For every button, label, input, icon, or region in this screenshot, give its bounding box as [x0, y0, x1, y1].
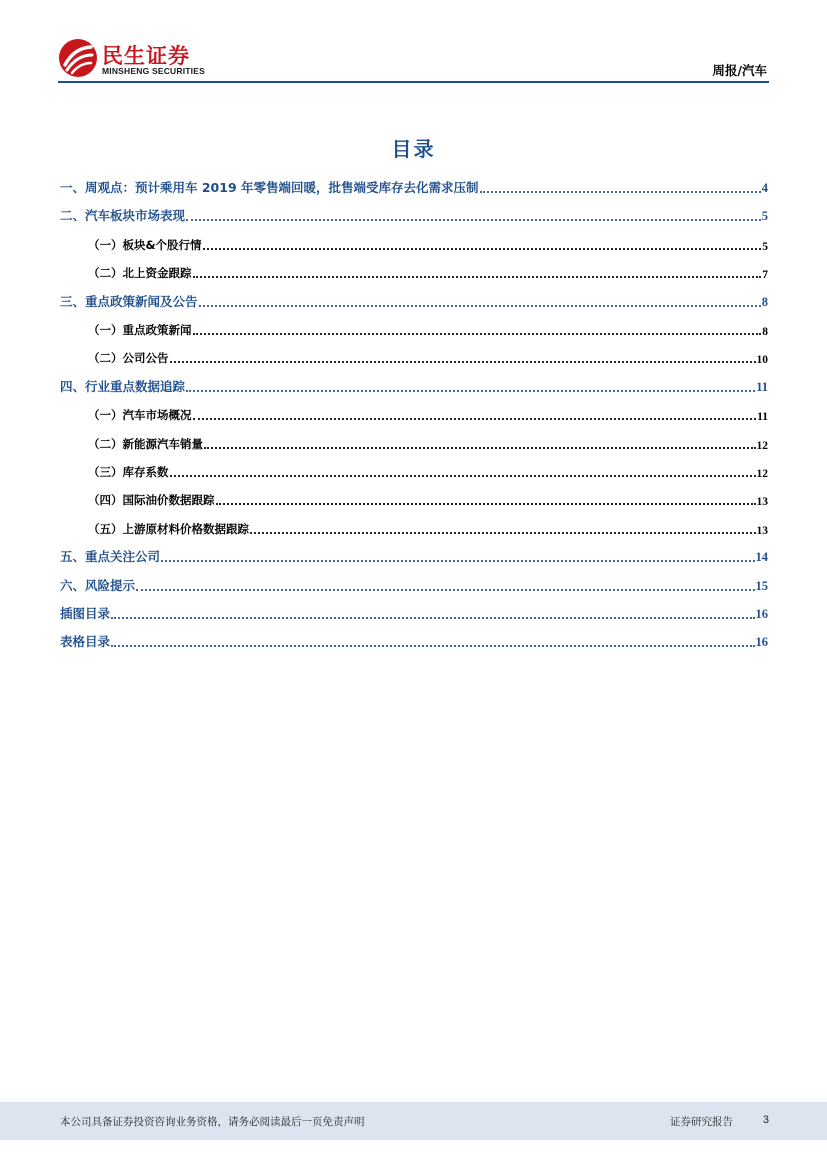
toc-entry-page: 13 [756, 524, 768, 537]
toc-entry-label: （三）库存系数 [88, 465, 169, 479]
toc-entry-label: 二、汽车板块市场表现 [60, 208, 186, 224]
toc-entry-label: 五、重点关注公司 [60, 549, 161, 565]
toc-entry-page: 4 [761, 181, 768, 195]
toc-entry-page: 11 [757, 411, 768, 424]
toc-dot-leader [136, 575, 754, 591]
toc-entry[interactable] [60, 488, 768, 508]
toc-entry-page: 12 [756, 439, 768, 452]
minsheng-logo-icon [58, 38, 98, 78]
toc-entry-page: 8 [762, 326, 768, 338]
logo-cn-text: 民生证券 [102, 44, 190, 68]
toc-entry-page: 5 [762, 240, 768, 253]
toc-entry-page: 16 [755, 635, 768, 650]
toc-entry[interactable] [60, 545, 768, 565]
toc-dot-leader [111, 603, 754, 619]
toc-entry[interactable] [60, 290, 768, 310]
toc-dot-leader [170, 461, 756, 477]
toc-entry[interactable] [60, 204, 768, 224]
toc-entry-label: 表格目录 [60, 634, 111, 650]
toc-entry[interactable] [60, 346, 768, 366]
toc-entry-page: 7 [762, 269, 768, 282]
toc-dot-leader [186, 376, 755, 392]
toc-entry-label: （五）上游原材料价格数据跟踪 [88, 521, 249, 536]
header-divider [58, 81, 769, 83]
toc-entry-page: 8 [761, 294, 768, 309]
toc-entry[interactable] [60, 432, 768, 452]
toc-entry-label: 三、重点政策新闻及公告 [60, 293, 198, 309]
toc-entry[interactable] [60, 460, 768, 480]
toc-entry[interactable] [60, 375, 768, 395]
toc-entry-label: （二）新能源汽车销量 [88, 436, 203, 451]
toc-dot-leader [193, 404, 757, 420]
toc-entry[interactable] [60, 630, 768, 650]
footer-page-number: 3 [762, 1114, 769, 1126]
toc-entry-page: 10 [756, 354, 768, 367]
toc-entry-page: 15 [755, 578, 768, 593]
report-tag: 周报/汽车 [712, 63, 767, 78]
toc-entry[interactable] [60, 574, 768, 594]
toc-entry-page: 14 [755, 550, 768, 565]
toc-entry-label: （一）板块&个股行情 [88, 237, 202, 252]
toc-dot-leader [480, 177, 761, 193]
toc-entry[interactable] [60, 403, 768, 423]
toc-entry-page: 5 [761, 209, 768, 224]
footer-disclaimer: 本公司具备证券投资咨询业务资格，请务必阅读最后一页免责声明 [60, 1116, 365, 1128]
toc-entry-label: 四、行业重点数据追踪 [60, 378, 186, 394]
toc-entry-page: 11 [756, 379, 768, 394]
toc-entry[interactable] [60, 602, 768, 622]
toc-entry-label: （二）北上资金跟踪 [88, 266, 192, 281]
toc-entry-label: （一）重点政策新闻 [88, 323, 192, 337]
toc-entry[interactable] [60, 233, 768, 253]
toc-dot-leader [186, 205, 761, 221]
toc-entry-label: 一、周观点：预计乘用车 2019 年零售端回暖，批售端受库存去化需求压制 [60, 180, 479, 195]
toc-dot-leader [193, 262, 762, 278]
toc-entry[interactable] [60, 176, 768, 196]
toc-entry-page: 12 [756, 468, 768, 480]
company-logo [58, 38, 218, 80]
toc-entry[interactable] [60, 318, 768, 338]
toc-entry-label: 六、风险提示 [60, 577, 136, 593]
toc-dot-leader [199, 291, 761, 307]
toc-dot-leader [203, 234, 762, 250]
toc-entry[interactable] [60, 517, 768, 537]
page-header [0, 0, 827, 90]
toc-dot-leader [111, 631, 754, 647]
toc-title: 目录 [391, 137, 436, 161]
toc-entry-page: 16 [755, 607, 768, 621]
toc-dot-leader [161, 546, 754, 562]
toc-dot-leader [204, 433, 756, 449]
toc-dot-leader [193, 319, 762, 335]
toc-dot-leader [216, 489, 756, 505]
toc-entry[interactable] [60, 261, 768, 281]
toc-entry-page: 13 [756, 496, 768, 509]
logo-en-text: MINSHENG SECURITIES [102, 66, 205, 76]
toc-dot-leader [250, 518, 756, 534]
toc-entry-label: （一）汽车市场概况 [88, 408, 192, 423]
toc-entry-label: （二）公司公告 [88, 351, 169, 366]
toc-entry-label: 插图目录 [60, 606, 111, 621]
page-footer [0, 1102, 827, 1140]
toc-entry-label: （四）国际油价数据跟踪 [88, 493, 215, 508]
footer-doc-type: 证券研究报告 [670, 1116, 733, 1128]
toc-dot-leader [170, 347, 756, 363]
